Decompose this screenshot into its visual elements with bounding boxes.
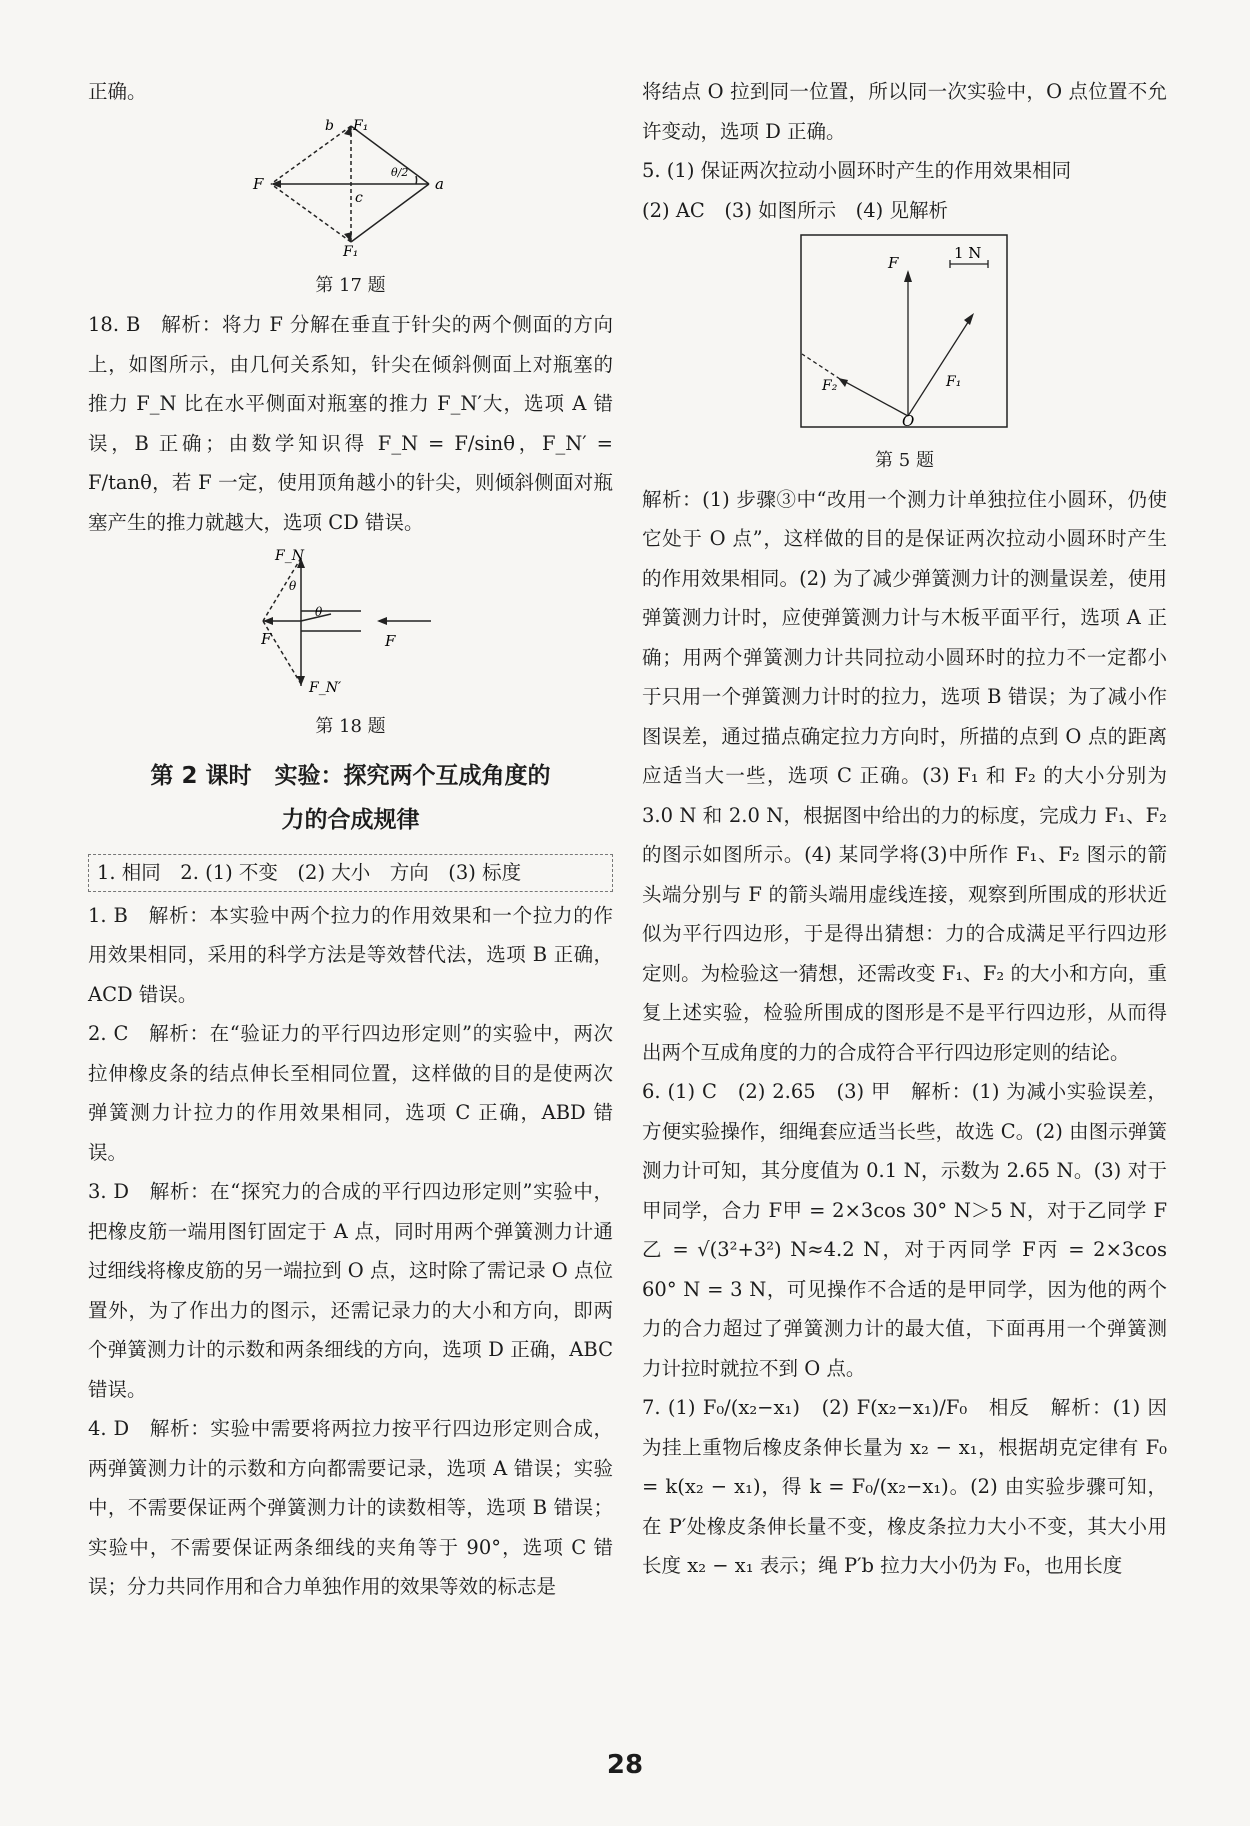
figure-17 [88, 116, 613, 270]
fig18-label-theta-top: θ [288, 579, 296, 593]
figure-17-diagram [251, 116, 451, 256]
figure-5 [642, 234, 1167, 444]
fig18-label-theta-side: θ [314, 605, 322, 619]
fig18-label-fn-prime: F_N′ [308, 680, 341, 696]
fig5-label-o: O [901, 412, 914, 430]
left-continuation: 正确。 [88, 80, 147, 103]
fill-in-answers-box: 1. 相同 2. (1) 不变 (2) 大小 方向 (3) 标度 [88, 854, 613, 892]
page-number: 28 [606, 1750, 644, 1780]
answer-4: 4. D 解析：实验中需要将两拉力按平行四边形定则合成，两弹簧测力计的示数和方向都需要记录，选项 A 错误；实验中，不需要保证两个弹簧测力计的读数相等，选项 B 错误；实验中，不需要保证两条细线的夹角等于 90°，选项 C 错误；分力共同作用和合力单独作用的效果等效的标志是 [88, 1417, 613, 1598]
answer-1: 1. B 解析：本实验中两个拉力的作用效果和一个拉力的作用效果相同，采用的科学方法是等效替代法，选项 B 正确，ACD 错误。 [88, 903, 613, 1006]
answer-7: 7. (1) F₀/(x₂−x₁) (2) F(x₂−x₁)/F₀ 相反 解析：(1) 因为挂上重物后橡皮条伸长量为 x₂ − x₁，根据胡克定律有 F₀ = k(x₂ − x₁)，得 k = F₀/(x₂−x₁)。(2) 由实验步骤可知，在 P′处橡皮条伸长量不变，橡皮条拉力大小不变，其大小用长度 x₂ − x₁ 表示；绳 P′b 拉力大小仍为 F₀，也用长度 [642, 1396, 1167, 1577]
fig17-label-f1-bottom: F₁ [342, 243, 358, 256]
fig17-label-f: F [252, 174, 263, 193]
fig5-label-scale: 1 N [953, 244, 981, 262]
answer-5-head: 5. (1) 保证两次拉动小圆环时产生的作用效果相同 [642, 159, 1072, 182]
answer-18: 18. B 解析：将力 F 分解在垂直于针尖的两个侧面的方向上，如图所示，由几何关系知，针尖在倾斜侧面上对瓶塞的推力 F_N 比在水平侧面对瓶塞的推力 F_N′大，选项 A 错误，B 正确；由数学知识得 F_N = F/sinθ，F_N′ = F/tanθ，若 F 一定，使用顶角越小的针尖，则倾斜侧面对瓶塞产生的推力就越大，选项 CD 错误。 [88, 313, 613, 534]
fig5-label-f1: F₁ [945, 374, 961, 390]
answer-5-body: 解析：(1) 步骤③中“改用一个测力计单独拉住小圆环，仍使它处于 O 点”，这样做的目的是保证两次拉动小圆环时产生的作用效果相同。(2) 为了减少弹簧测力计的测量误差，使用弹簧测力计时，应使弹簧测力计与木板平面平行，选项 A 正确；用两个弹簧测力计共同拉动小圆环时的拉力不一定都小于只用一个弹簧测力计时的拉力，选项 B 错误；为了减小作图误差，通过描点确定拉力方向时，所描的点到 O 点的距离应适当大一些，选项 C 正确。(3) F₁ 和 F₂ 的大小分别为 3.0 N 和 2.0 N，根据图中给出的力的标度，完成力 F₁、F₂ 的图示如图所示。(4) 某同学将(3)中所作 F₁、F₂ 图示的箭头端分别与 F 的箭头端用虚线连接，观察到所围成的形状近似为平行四边形，于是得出猜想：力的合成满足平行四边形定则。为检验这一猜想，还需改变 F₁、F₂ 的大小和方向，重复上述实验，检验所围成的图形是不是平行四边形，从而得出两个互成角度的力的合成符合平行四边形定则的结论。 [642, 487, 1167, 1064]
answer-5-line-2: (2) AC (3) 如图所示 (4) 见解析 [642, 198, 948, 222]
answer-2: 2. C 解析：在“验证力的平行四边形定则”的实验中，两次拉伸橡皮条的结点伸长至相同位置，这样做的目的是使两次弹簧测力计拉力的作用效果相同，选项 C 正确，ABD 错误。 [88, 1022, 613, 1164]
fig18-label-f-left: F [260, 630, 271, 648]
left-column [88, 72, 613, 1607]
fig17-label-theta: θ/2 [390, 165, 408, 179]
fig17-label-b: b [324, 117, 334, 134]
fig18-label-fn: F_N [274, 548, 304, 564]
fig5-label-f2: F₂ [821, 378, 837, 394]
figure-18 [88, 546, 613, 710]
fig17-label-c: c [354, 189, 363, 206]
section-title [88, 754, 613, 842]
fig18-label-f-right: F [384, 632, 395, 650]
section-title-line-2: 力的合成规律 [281, 806, 420, 833]
fig5-label-f: F [887, 254, 898, 272]
answer-3: 3. D 解析：在“探究力的合成的平行四边形定则”实验中，把橡皮筋一端用图钉固定于 A 点，同时用两个弹簧测力计通过细线将橡皮筋的另一端拉到 O 点，这时除了需记录 O 点位置外，为了作出力的图示，还需记录力的大小和方向，即两个弹簧测力计的示数和两条细线的方向，选项 D 正确，ABC 错误。 [88, 1180, 613, 1401]
figure-18-caption: 第 18 题 [315, 715, 386, 737]
fig17-label-a: a [434, 174, 444, 193]
fig17-label-f1-top: F₁ [352, 117, 368, 134]
figure-5-caption: 第 5 题 [875, 449, 934, 471]
answer-6: 6. (1) C (2) 2.65 (3) 甲 解析：(1) 为减小实验误差，方便实验操作，细绳套应适当长些，故选 C。(2) 由图示弹簧测力计可知，其分度值为 0.1 N，示数为 2.65 N。(3) 对于甲同学，合力 F甲 = 2×3cos 30° N＞5 N，对于乙同学 F乙 = √(3²+3²) N≈4.2 N，对于丙同学 F丙 = 2×3cos 60° N = 3 N，可见操作不合适的是甲同学，因为他的两个力的合力超过了弹簧测力计的最大值，下面再用一个弹簧测力计拉时就拉不到 O 点。 [642, 1080, 1167, 1380]
figure-17-caption: 第 17 题 [315, 275, 386, 296]
figure-5-diagram [800, 234, 1010, 430]
section-title-line-1: 第 2 课时 实验：探究两个互成角度的 [150, 762, 551, 789]
figure-18-diagram [261, 546, 441, 696]
right-column [642, 72, 1167, 1586]
right-continuation: 将结点 O 拉到同一位置，所以同一次实验中，O 点位置不允许变动，选项 D 正确。 [642, 80, 1167, 143]
